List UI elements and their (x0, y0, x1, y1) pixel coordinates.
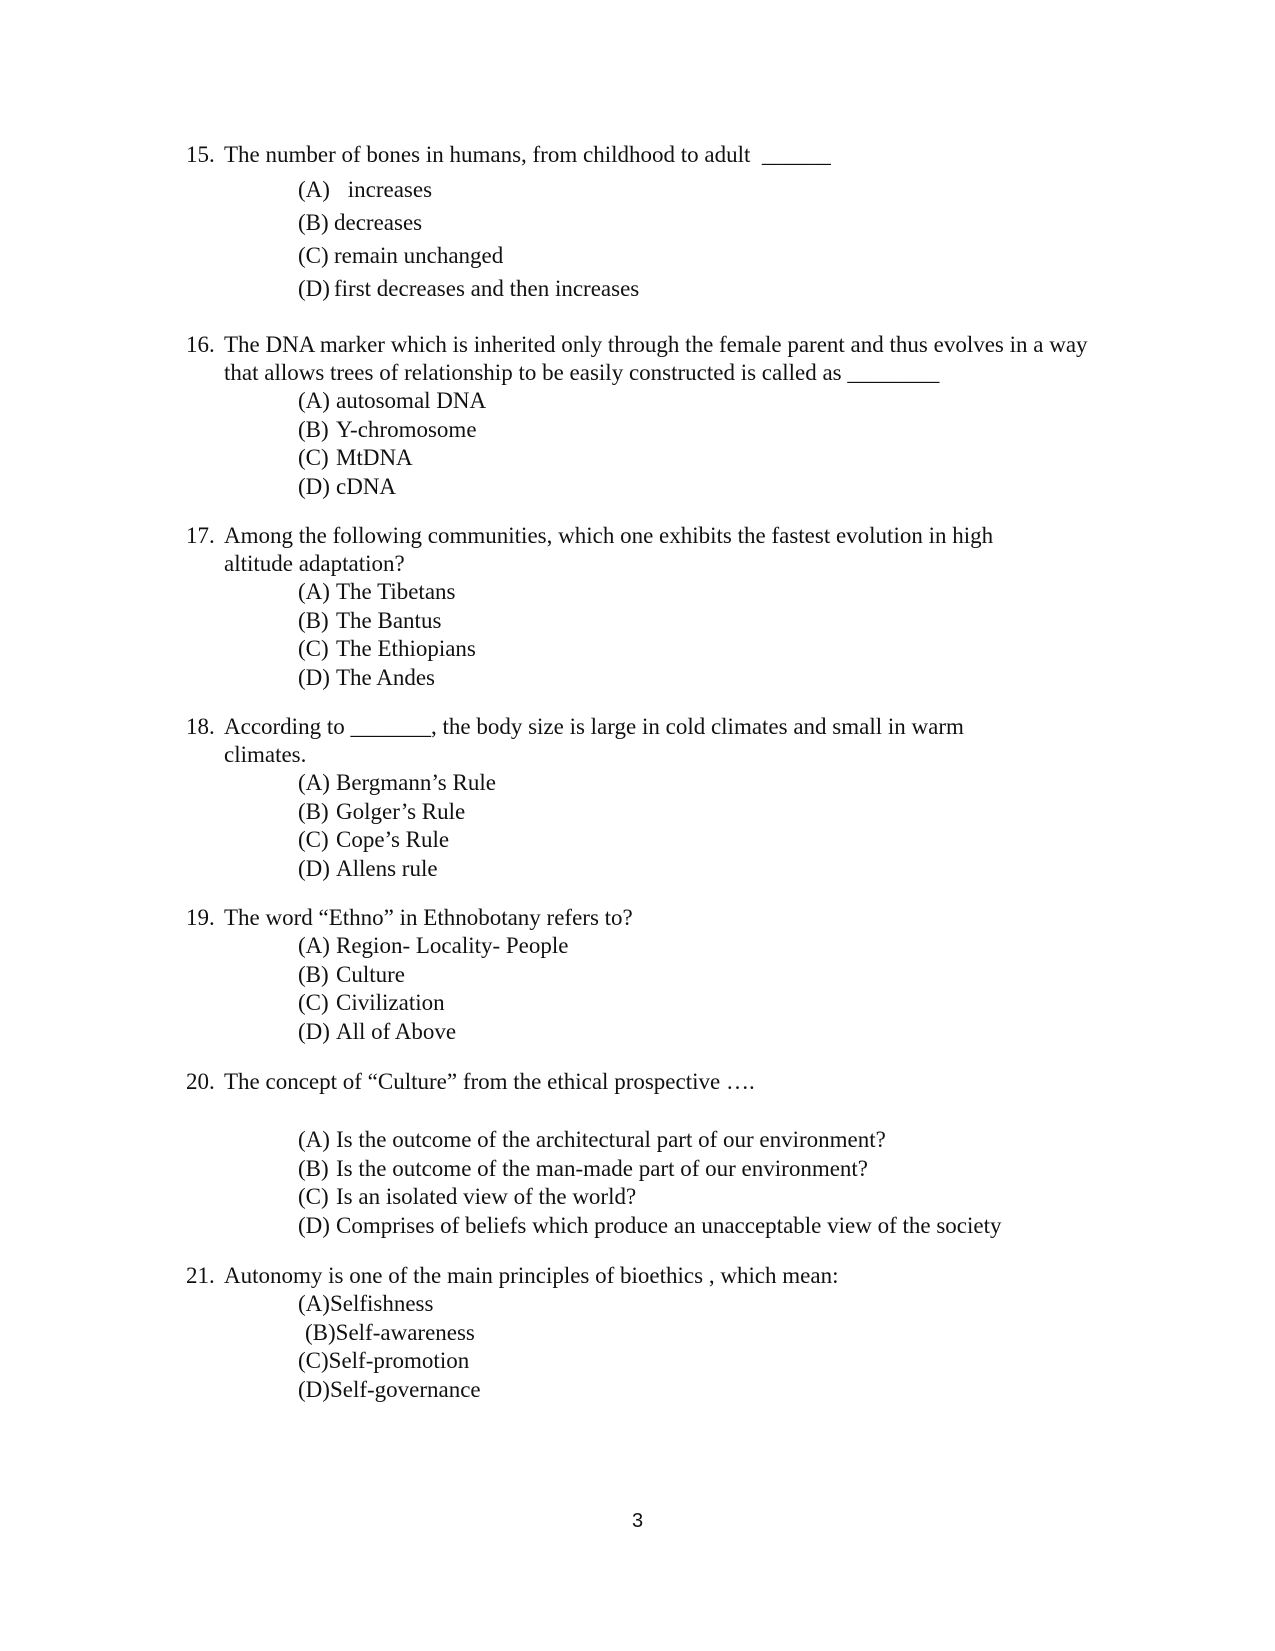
question-text: According to _______, the body size is large in cold climates and small in warm climates. (224, 714, 964, 767)
options-list (298, 387, 1126, 501)
option-d: (D) Allens rule (298, 855, 438, 881)
question-stem (186, 141, 1126, 169)
question-21 (186, 1262, 1126, 1404)
question-16 (186, 331, 1126, 501)
question-number: 18. (186, 714, 215, 739)
question-stem (186, 331, 1126, 387)
option-a: (A) increases (298, 177, 433, 202)
options-list (298, 1290, 1126, 1404)
question-text: Among the following communities, which one exhibits the fastest evolution in high altitude adaptation? (224, 523, 994, 576)
question-17 (186, 522, 1126, 692)
option-d: (D) All of Above (298, 1018, 457, 1044)
option-d: (D) The Andes (298, 664, 436, 690)
question-number: 19. (186, 905, 215, 930)
option-d: (D) Comprises of beliefs which produce an unacceptable view of the society (298, 1212, 1002, 1238)
option-a: (A)Selfishness (298, 1291, 434, 1316)
option-c: (C) Cope’s Rule (298, 827, 450, 853)
question-number: 20. (186, 1069, 215, 1094)
question-15 (186, 141, 1126, 305)
option-b: (B)Self-awareness (305, 1319, 475, 1345)
options-list (298, 173, 1126, 305)
question-text: The number of bones in humans, from childhood to adult ______ (224, 142, 831, 167)
option-b: (B) Golger’s Rule (298, 798, 466, 824)
question-stem (186, 1068, 1126, 1096)
question-number: 21. (186, 1263, 215, 1288)
option-c: (C) MtDNA (298, 445, 413, 471)
option-b: (B) Culture (298, 961, 405, 987)
question-stem (186, 904, 1126, 932)
question-18 (186, 713, 1126, 883)
options-list (298, 1126, 1126, 1240)
options-list (298, 769, 1126, 883)
options-list (298, 578, 1126, 692)
question-number: 16. (186, 332, 215, 357)
option-d: (D)Self-governance (298, 1376, 481, 1402)
option-b: (B) Is the outcome of the man-made part of our environment? (298, 1155, 869, 1181)
question-number: 17. (186, 523, 215, 548)
option-b: (B) decreases (298, 210, 423, 235)
option-c: (C)Self-promotion (298, 1348, 470, 1374)
option-d: (D) cDNA (298, 473, 397, 499)
question-20 (186, 1068, 1126, 1240)
option-c: (C) Civilization (298, 990, 445, 1016)
question-text: The concept of “Culture” from the ethical prospective …. (224, 1069, 755, 1094)
option-a: (A) Region- Locality- People (298, 933, 569, 958)
question-stem (186, 522, 1126, 578)
question-stem (186, 1262, 1126, 1290)
question-text: The word “Ethno” in Ethnobotany refers to? (224, 905, 633, 930)
option-b: (B) The Bantus (298, 607, 442, 633)
option-a: (A) The Tibetans (298, 579, 456, 604)
option-a: (A) Bergmann’s Rule (298, 770, 496, 795)
page-number: 3 (631, 1510, 644, 1532)
question-text: The DNA marker which is inherited only through the female parent and thus evolves in a way that allows trees of relationship to be easily constructed is called as ________ (224, 332, 1088, 385)
question-text: Autonomy is one of the main principles of bioethics , which mean: (224, 1263, 839, 1288)
option-b: (B) Y-chromosome (298, 416, 477, 442)
question-number: 15. (186, 142, 215, 167)
option-a: (A) autosomal DNA (298, 388, 487, 413)
option-c: (C) Is an isolated view of the world? (298, 1184, 637, 1210)
spacer (186, 1096, 1126, 1126)
option-c: (C) remain unchanged (298, 243, 504, 268)
option-a: (A) Is the outcome of the architectural part of our environment? (298, 1127, 886, 1152)
question-19 (186, 904, 1126, 1046)
option-c: (C) The Ethiopians (298, 636, 476, 662)
option-d: (D) first decreases and then increases (298, 276, 640, 301)
options-list (298, 932, 1126, 1046)
question-stem (186, 713, 1126, 769)
